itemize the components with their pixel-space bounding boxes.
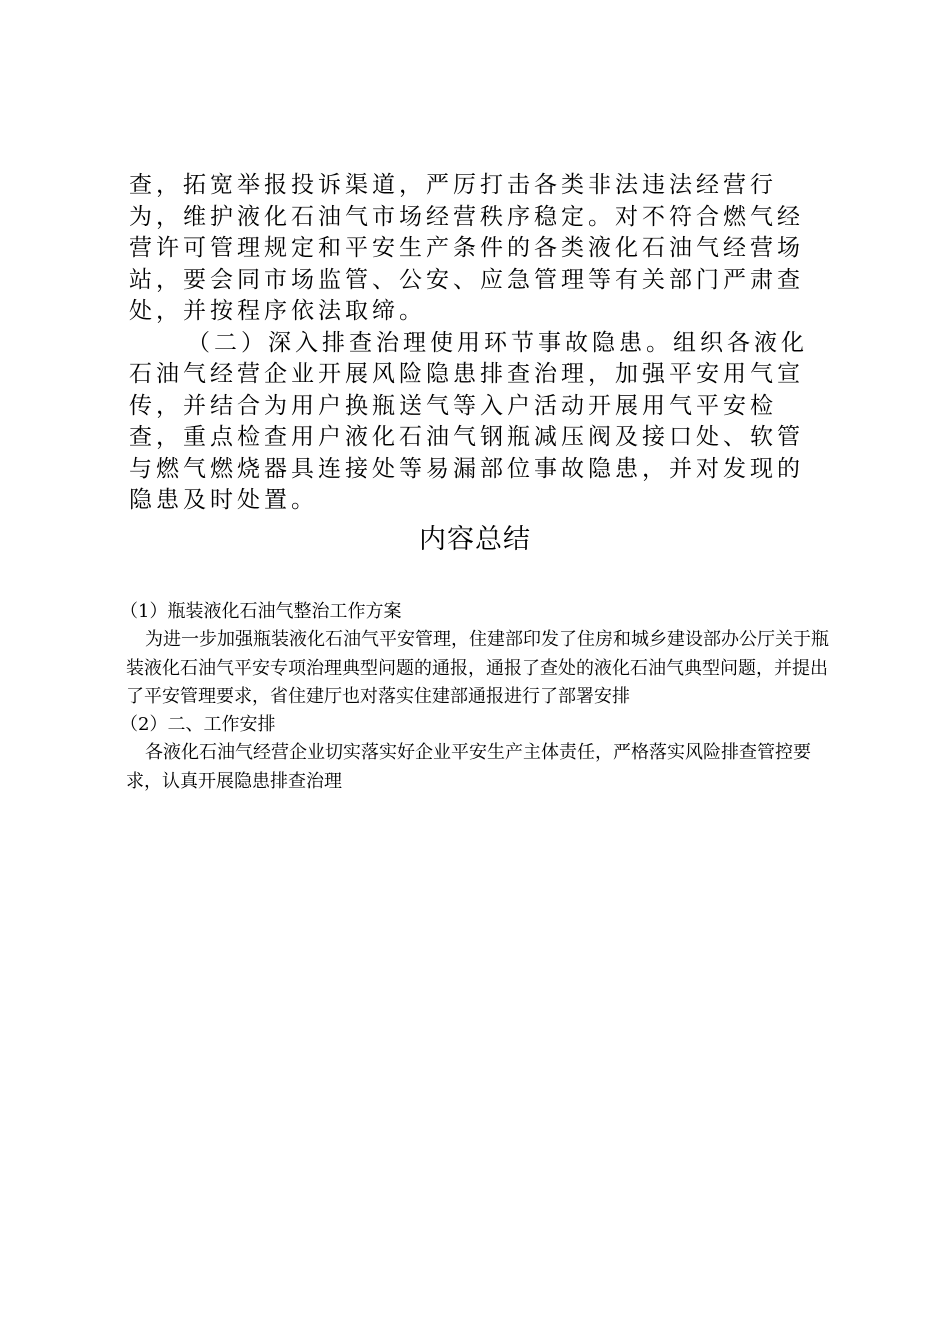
body-paragraph-2: （二）深入排查治理使用环节事故隐患。组织各液化石油气经营企业开展风险隐患排查治理，加强平安用气宣传，并结合为用户换瓶送气等入户活动开展用气平安检查，重点检查用户液化石油气钢瓶减压阀及接口处、软管与燃气燃烧器具连接处等易漏部位事故隐患，并对发现的隐患及时处置。	[129, 329, 808, 513]
summary-section	[120, 598, 838, 796]
body-paragraph-1: 查，拓宽举报投诉渠道，严厉打击各类非法违法经营行为，维护液化石油气市场经营秩序稳定。对不符合燃气经营许可管理规定和平安生产条件的各类液化石油气经营场站，要会同市场监管、公安、应急管理等有关部门严肃查处，并按程序依法取缔。	[129, 172, 804, 324]
summary-item-2-heading: （2）二、工作安排	[120, 714, 276, 736]
summary-item-1-heading: （1）瓶装液化石油气整治工作方案	[120, 601, 402, 622]
summary-title: 内容总结	[419, 524, 531, 555]
summary-item-1-text: 为进一步加强瓶装液化石油气平安管理，住建部印发了住房和城乡建设部办公厅关于瓶装液化石油气平安专项治理典型问题的通报，通报了查处的液化石油气典型问题，并提出了平安管理要求，省住建厅也对落实住建部通报进行了部署安排	[126, 629, 829, 707]
summary-item-2-text: 各液化石油气经营企业切实落实好企业平安生产主体责任，严格落实风险排查管控要求，认真开展隐患排查治理	[126, 742, 811, 792]
body-text	[129, 170, 819, 517]
